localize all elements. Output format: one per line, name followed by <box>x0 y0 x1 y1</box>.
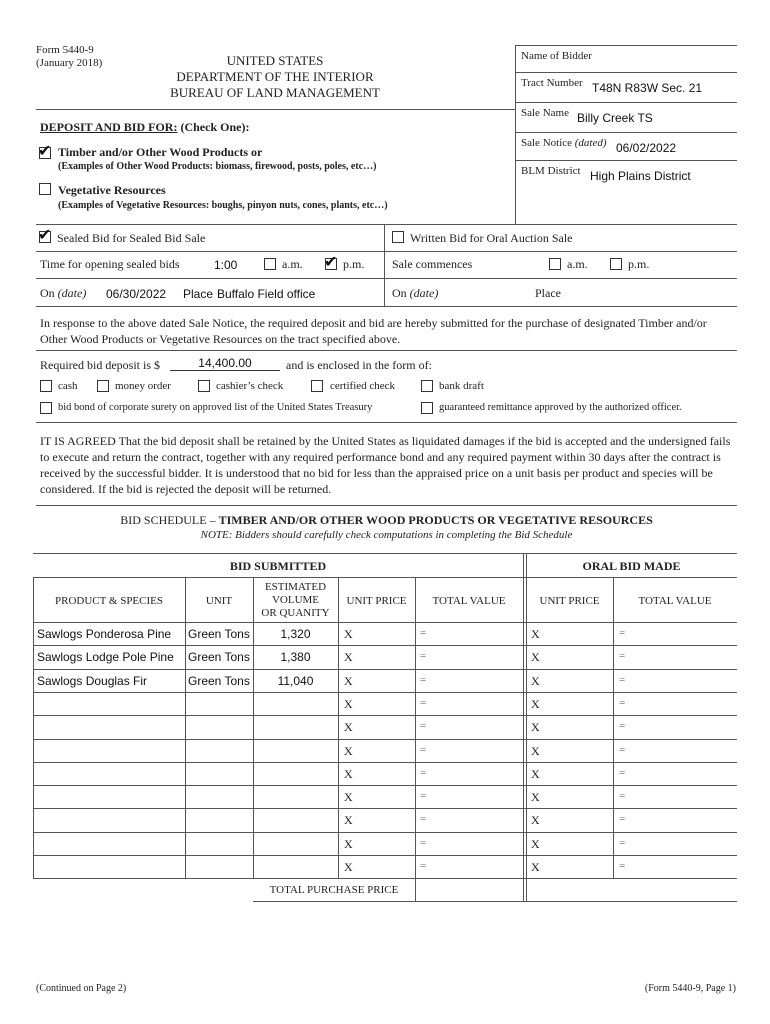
bid-schedule-title <box>36 513 737 528</box>
written-bid-label: Written Bid for Oral Auction Sale <box>410 231 573 245</box>
agency-block <box>150 53 400 101</box>
right-on-text: On <box>392 286 407 300</box>
timber-option-label: Timber and/or Other Wood Products or <box>58 145 263 159</box>
sale-commences-label: Sale commences <box>392 257 473 271</box>
col-estimated-line-2: VOLUME <box>271 594 320 606</box>
col-oral-total-value: TOTAL VALUE <box>638 595 712 607</box>
form-number <box>36 44 102 70</box>
row-oral-equals-mark: = <box>619 696 626 709</box>
table-row-divider <box>33 715 737 716</box>
place-label: Place <box>183 287 214 301</box>
row-equals-mark: = <box>420 766 427 779</box>
col-unit-price: UNIT PRICE <box>346 595 407 607</box>
table-row-divider <box>33 762 737 763</box>
agency-line-1: UNITED STATES <box>226 53 324 68</box>
sale-name-field[interactable]: Billy Creek TS <box>577 111 653 125</box>
guaranteed-remittance-checkbox[interactable] <box>421 402 433 414</box>
row-unit-field[interactable]: Green Tons <box>188 650 250 665</box>
table-bottom-line <box>253 901 737 902</box>
row-x-mark: X <box>344 766 353 781</box>
total-purchase-price-field[interactable] <box>415 878 523 900</box>
row-oral-equals-mark: = <box>619 720 626 733</box>
response-paragraph: In response to the above dated Sale Notice, the required deposit and bid are hereby submitted for the purchase of designated Timber and/or Other Wood Products or Vegetative Resources on the tract specified above. <box>40 316 707 346</box>
row-equals-mark: = <box>420 627 427 639</box>
agency-line-2: DEPARTMENT OF THE INTERIOR <box>176 69 374 84</box>
table-row-divider <box>33 832 737 833</box>
footer-continued: (Continued on Page 2) <box>36 983 127 994</box>
right-date-text: (date) <box>409 286 439 300</box>
row-equals-mark: = <box>420 860 427 872</box>
sale-name-label: Sale Name <box>521 107 569 119</box>
row-oral-x-mark: X <box>531 836 540 851</box>
row-x-mark: X <box>344 720 353 735</box>
row-oral-x-mark: X <box>531 650 540 665</box>
opening-time-field[interactable]: 1:00 <box>214 258 238 272</box>
sale-notice-label <box>521 137 607 149</box>
row-x-mark: X <box>344 650 353 665</box>
tract-number-label: Tract Number <box>521 77 583 89</box>
row-equals-mark: = <box>420 743 427 756</box>
col-estimated-line-1: ESTIMATED <box>264 581 327 593</box>
enclosed-label: and is enclosed in the form of: <box>286 358 432 372</box>
row-oral-x-mark: X <box>531 743 540 758</box>
row-equals-mark: = <box>420 720 427 733</box>
agency-line-3: BUREAU OF LAND MANAGEMENT <box>170 85 380 100</box>
row-oral-equals-mark: = <box>619 813 626 826</box>
bid-submitted-heading: BID SUBMITTED <box>229 559 327 573</box>
money-order-checkbox[interactable] <box>97 380 109 392</box>
table-row-divider <box>33 855 737 856</box>
name-of-bidder-label: Name of Bidder <box>521 50 592 62</box>
on-date-field[interactable]: 06/30/2022 <box>106 287 167 301</box>
row-oral-equals-mark: = <box>619 743 626 756</box>
required-deposit-field[interactable]: 14,400.00 <box>170 356 280 371</box>
col-estimated-line-3: OR QUANITY <box>261 607 330 619</box>
sale-notice-dated: (dated) <box>574 137 607 149</box>
row-x-mark: X <box>344 813 353 828</box>
table-row-divider <box>33 669 737 670</box>
money-order-label: money order <box>115 380 171 392</box>
row-equals-mark: = <box>420 650 427 663</box>
row-oral-x-mark: X <box>531 813 540 828</box>
row-volume-field[interactable]: 1,320 <box>280 627 311 641</box>
sale-notice-date-field[interactable]: 06/02/2022 <box>616 141 677 155</box>
table-row-divider <box>33 808 737 809</box>
table-column-divider <box>253 577 254 878</box>
row-product-field[interactable]: Sawlogs Ponderosa Pine <box>37 627 172 641</box>
deposit-heading <box>40 120 249 135</box>
row-x-mark: X <box>344 673 353 688</box>
row-x-mark: X <box>344 860 353 874</box>
blm-district-field[interactable]: High Plains District <box>590 169 691 183</box>
opening-pm-label: p.m. <box>343 257 365 271</box>
cash-label: cash <box>58 380 78 392</box>
commences-am-label: a.m. <box>567 257 588 271</box>
row-x-mark: X <box>344 627 353 641</box>
row-oral-x-mark: X <box>531 860 540 874</box>
total-purchase-price-label: TOTAL PURCHASE PRICE <box>269 884 399 896</box>
row-oral-x-mark: X <box>531 627 540 641</box>
form-date-text: (January 2018) <box>36 57 103 69</box>
opening-am-checkbox[interactable] <box>264 258 276 270</box>
vegetative-examples: (Examples of Vegetative Resources: boughs, pinyon nuts, cones, plants, etc…) <box>58 200 388 211</box>
row-x-mark: X <box>344 696 353 711</box>
deposit-heading-suffix: (Check One): <box>180 120 250 134</box>
table-column-divider <box>415 577 416 878</box>
oral-bid-heading: ORAL BID MADE <box>582 559 681 573</box>
check-mark-icon: ✔ <box>38 141 52 160</box>
table-row-divider <box>33 878 737 879</box>
on-date-label <box>40 286 86 301</box>
bank-draft-label: bank draft <box>439 380 484 392</box>
row-oral-x-mark: X <box>531 673 540 688</box>
row-x-mark: X <box>344 790 353 805</box>
written-bid-checkbox[interactable] <box>392 231 404 243</box>
row-product-field[interactable]: Sawlogs Douglas Fir <box>37 673 148 688</box>
place-field[interactable]: Buffalo Field office <box>217 287 316 301</box>
row-oral-x-mark: X <box>531 696 540 711</box>
row-equals-mark: = <box>420 673 427 686</box>
form-number-text: Form 5440-9 <box>36 44 94 56</box>
guaranteed-remittance-label: guaranteed remittance approved by the authorized officer. <box>439 402 682 413</box>
timber-examples: (Examples of Other Wood Products: biomass, firewood, posts, poles, etc…) <box>58 161 377 172</box>
bid-schedule-title-prefix: BID SCHEDULE – <box>120 513 216 527</box>
row-oral-equals-mark: = <box>619 790 626 803</box>
table-column-divider <box>185 577 186 878</box>
row-oral-x-mark: X <box>531 790 540 805</box>
row-product-field[interactable]: Sawlogs Lodge Pole Pine <box>37 650 174 665</box>
agreement-paragraph: IT IS AGREED That the bid deposit shall be retained by the United States as liquidated damages if the bid is accepted and the undersigned fails to execute and return the contract, together with any required performance bond and any required payment within 30 days after the contract is received by the successful bidder. It is understood that no bid for less than the appraised price on a unit basis per product and species will be considered. If the bid is rejected the deposit will be returned. <box>40 434 731 496</box>
vegetative-option-label: Vegetative Resources <box>58 183 166 197</box>
on-text: On <box>40 286 55 300</box>
col-product-species: PRODUCT & SPECIES <box>55 595 163 607</box>
bank-draft-checkbox[interactable] <box>421 380 433 392</box>
row-equals-mark: = <box>420 790 427 803</box>
opening-am-label: a.m. <box>282 257 303 271</box>
row-equals-mark: = <box>420 813 427 826</box>
cashiers-check-label: cashier’s check <box>216 380 284 392</box>
bid-schedule-title-bold: TIMBER AND/OR OTHER WOOD PRODUCTS OR VEGETATIVE RESOURCES <box>218 513 653 527</box>
row-volume-field[interactable]: 11,040 <box>277 673 314 688</box>
blm-district-label: BLM District <box>521 165 581 177</box>
col-oral-unit-price: UNIT PRICE <box>539 595 600 607</box>
row-oral-equals-mark: = <box>619 860 626 872</box>
check-mark-icon: ✔ <box>324 252 338 271</box>
date-text: (date) <box>57 286 87 300</box>
col-estimated-volume <box>253 581 338 620</box>
bid-schedule-note: NOTE: Bidders should carefully check computations in completing the Bid Schedule <box>200 529 573 541</box>
bid-bond-label: bid bond of corporate surety on approved list of the United States Treasury <box>58 402 373 413</box>
table-row-divider <box>33 785 737 786</box>
table-row-divider <box>33 692 737 693</box>
cashiers-check-checkbox[interactable] <box>198 380 210 392</box>
col-unit: UNIT <box>205 595 233 607</box>
table-column-divider <box>338 577 339 878</box>
required-deposit-label: Required bid deposit is $ <box>40 358 160 372</box>
row-oral-equals-mark: = <box>619 766 626 779</box>
cash-checkbox[interactable] <box>40 380 52 392</box>
bid-bond-checkbox[interactable] <box>40 402 52 414</box>
table-row-divider <box>33 645 737 646</box>
opening-time-label: Time for opening sealed bids <box>40 257 180 271</box>
row-oral-x-mark: X <box>531 720 540 735</box>
table-row-divider <box>33 739 737 740</box>
commences-pm-checkbox[interactable] <box>610 258 622 270</box>
row-equals-mark: = <box>420 696 427 709</box>
certified-check-checkbox[interactable] <box>311 380 323 392</box>
right-on-date-label <box>392 286 438 301</box>
commences-am-checkbox[interactable] <box>549 258 561 270</box>
footer-page-number: (Form 5440-9, Page 1) <box>644 983 736 994</box>
check-mark-icon: ✔ <box>38 225 52 244</box>
row-volume-field[interactable]: 1,380 <box>280 650 311 665</box>
table-column-divider <box>613 577 614 878</box>
row-oral-x-mark: X <box>531 766 540 781</box>
col-total-value: TOTAL VALUE <box>432 595 506 607</box>
certified-check-label: certified check <box>330 380 396 392</box>
row-equals-mark: = <box>420 836 427 849</box>
row-oral-equals-mark: = <box>619 836 626 849</box>
row-x-mark: X <box>344 836 353 851</box>
commences-pm-label: p.m. <box>628 257 650 271</box>
table-column-divider <box>33 577 34 878</box>
sale-notice-text: Sale Notice <box>521 137 573 149</box>
row-oral-equals-mark: = <box>619 627 626 639</box>
row-oral-equals-mark: = <box>619 673 626 686</box>
deposit-heading-bold: DEPOSIT AND BID FOR: <box>40 120 178 134</box>
row-unit-field[interactable]: Green Tons <box>188 627 250 641</box>
vegetative-checkbox[interactable] <box>39 183 51 195</box>
row-unit-field[interactable]: Green Tons <box>188 673 250 688</box>
right-place-label: Place <box>535 286 561 300</box>
tract-number-field[interactable]: T48N R83W Sec. 21 <box>592 81 703 95</box>
row-oral-equals-mark: = <box>619 650 626 663</box>
row-x-mark: X <box>344 743 353 758</box>
sealed-bid-label: Sealed Bid for Sealed Bid Sale <box>57 231 206 245</box>
